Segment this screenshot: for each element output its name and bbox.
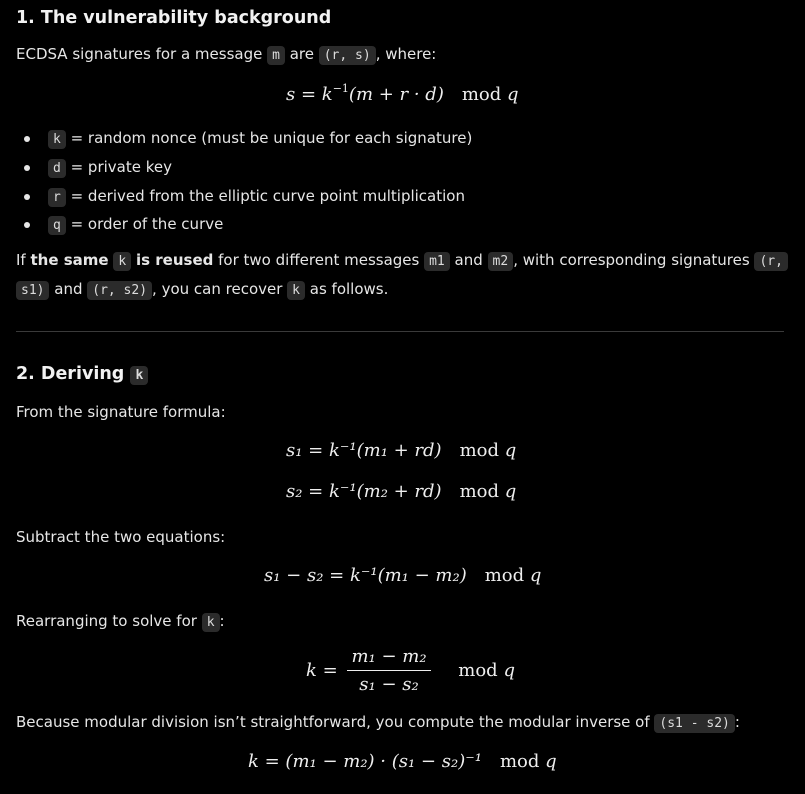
eq-symbol: q xyxy=(504,440,517,461)
inline-code: k xyxy=(130,366,148,385)
equation-signature xyxy=(286,82,519,105)
section-heading-vulnerability-background: 1. The vulnerability background xyxy=(16,8,332,28)
inline-code: (r, s2) xyxy=(87,281,152,300)
eq-symbol: q xyxy=(545,751,557,772)
eq-symbol: (m + r · d) xyxy=(348,84,444,105)
eq-symbol: q xyxy=(507,84,519,105)
eq-mod: mod xyxy=(458,660,498,681)
eq-symbol: q xyxy=(529,565,542,586)
inline-code: d xyxy=(48,159,66,178)
eq-symbol: k = (m₁ − m₂) · (s₁ − s₂)⁻¹ xyxy=(248,751,482,772)
text: , with corresponding signatures xyxy=(513,251,755,269)
list-item xyxy=(16,182,472,211)
eq-symbol: = xyxy=(295,84,322,105)
bullet-dot-icon xyxy=(24,194,30,200)
text: If xyxy=(16,251,31,269)
heading-text: 2. Deriving xyxy=(16,364,131,384)
list-item-text: = derived from the elliptic curve point multiplication xyxy=(65,186,465,205)
subtract-text: Subtract the two equations: xyxy=(16,528,226,546)
text: for two different messages xyxy=(213,251,425,269)
text: , you can recover xyxy=(152,280,288,298)
text: are xyxy=(284,45,319,63)
list-item xyxy=(16,124,472,153)
list-item-text: = private key xyxy=(65,157,172,176)
equation-final xyxy=(248,751,557,772)
inline-code: (r, xyxy=(754,252,787,271)
from-formula-text: From the signature formula: xyxy=(16,403,226,421)
inline-code: m2 xyxy=(488,252,514,271)
text: : xyxy=(219,612,225,630)
text: , where: xyxy=(375,45,437,63)
bullet-dot-icon xyxy=(24,222,30,228)
text: : xyxy=(734,713,740,731)
equation-subtracted xyxy=(264,565,541,586)
eq-symbol: s xyxy=(286,84,296,105)
list-item-text: = order of the curve xyxy=(65,215,224,234)
eq-mod: mod xyxy=(459,440,500,461)
eq-symbol: q xyxy=(503,660,515,681)
inline-code: r xyxy=(48,188,66,207)
fraction xyxy=(347,646,430,695)
inline-code: k xyxy=(202,613,220,632)
equation-s1 xyxy=(286,440,516,461)
inline-code: k xyxy=(287,281,305,300)
rearrange-text xyxy=(16,607,786,637)
section-divider xyxy=(16,331,784,332)
eq-symbol: k xyxy=(321,84,333,105)
bold-text: the same xyxy=(30,251,109,269)
reuse-paragraph-line2 xyxy=(16,275,786,305)
eq-symbol: k = xyxy=(306,660,338,681)
eq-mod: mod xyxy=(484,565,525,586)
bold-text: is reused xyxy=(135,251,214,269)
equation-s2 xyxy=(286,481,516,502)
text: and xyxy=(49,280,88,298)
inline-code: q xyxy=(48,216,66,235)
eq-symbol: s₂ = k⁻¹(m₂ + rd) xyxy=(286,481,442,502)
eq-mod: mod xyxy=(499,751,540,772)
fraction-denominator: s₁ − s₂ xyxy=(359,674,419,695)
inline-code: k xyxy=(48,130,66,149)
eq-symbol: q xyxy=(504,481,517,502)
text: Because modular division isn’t straightforward, you compute the modular inverse of xyxy=(16,713,655,731)
inline-code: (s1 - s2) xyxy=(654,714,734,733)
text: Rearranging to solve for xyxy=(16,612,202,630)
section-heading-deriving-k xyxy=(16,364,148,384)
eq-symbol: s₁ = k⁻¹(m₁ + rd) xyxy=(286,440,442,461)
inline-code: k xyxy=(113,252,131,271)
inline-code: s1) xyxy=(16,281,49,300)
definition-list xyxy=(16,124,472,239)
reuse-paragraph-line1 xyxy=(16,246,786,276)
bullet-dot-icon xyxy=(24,136,30,142)
eq-mod: mod xyxy=(461,84,502,105)
because-text xyxy=(16,708,786,738)
intro-paragraph xyxy=(16,40,786,70)
bullet-dot-icon xyxy=(24,165,30,171)
list-item-text: = random nonce (must be unique for each signature) xyxy=(65,129,473,147)
fraction-numerator: m₁ − m₂ xyxy=(347,646,430,671)
text: as follows. xyxy=(305,280,389,298)
inline-code-rs: (r, s) xyxy=(319,46,376,65)
text: ECDSA signatures for a message xyxy=(16,45,268,63)
inline-code-m: m xyxy=(267,46,285,65)
eq-symbol: −1 xyxy=(332,82,349,95)
eq-symbol: s₁ − s₂ = k⁻¹(m₁ − m₂) xyxy=(264,565,467,586)
text: and xyxy=(449,251,488,269)
equation-k-fraction xyxy=(306,646,515,695)
list-item xyxy=(16,153,472,182)
eq-mod: mod xyxy=(459,481,500,502)
inline-code: m1 xyxy=(424,252,450,271)
list-item xyxy=(16,210,472,239)
